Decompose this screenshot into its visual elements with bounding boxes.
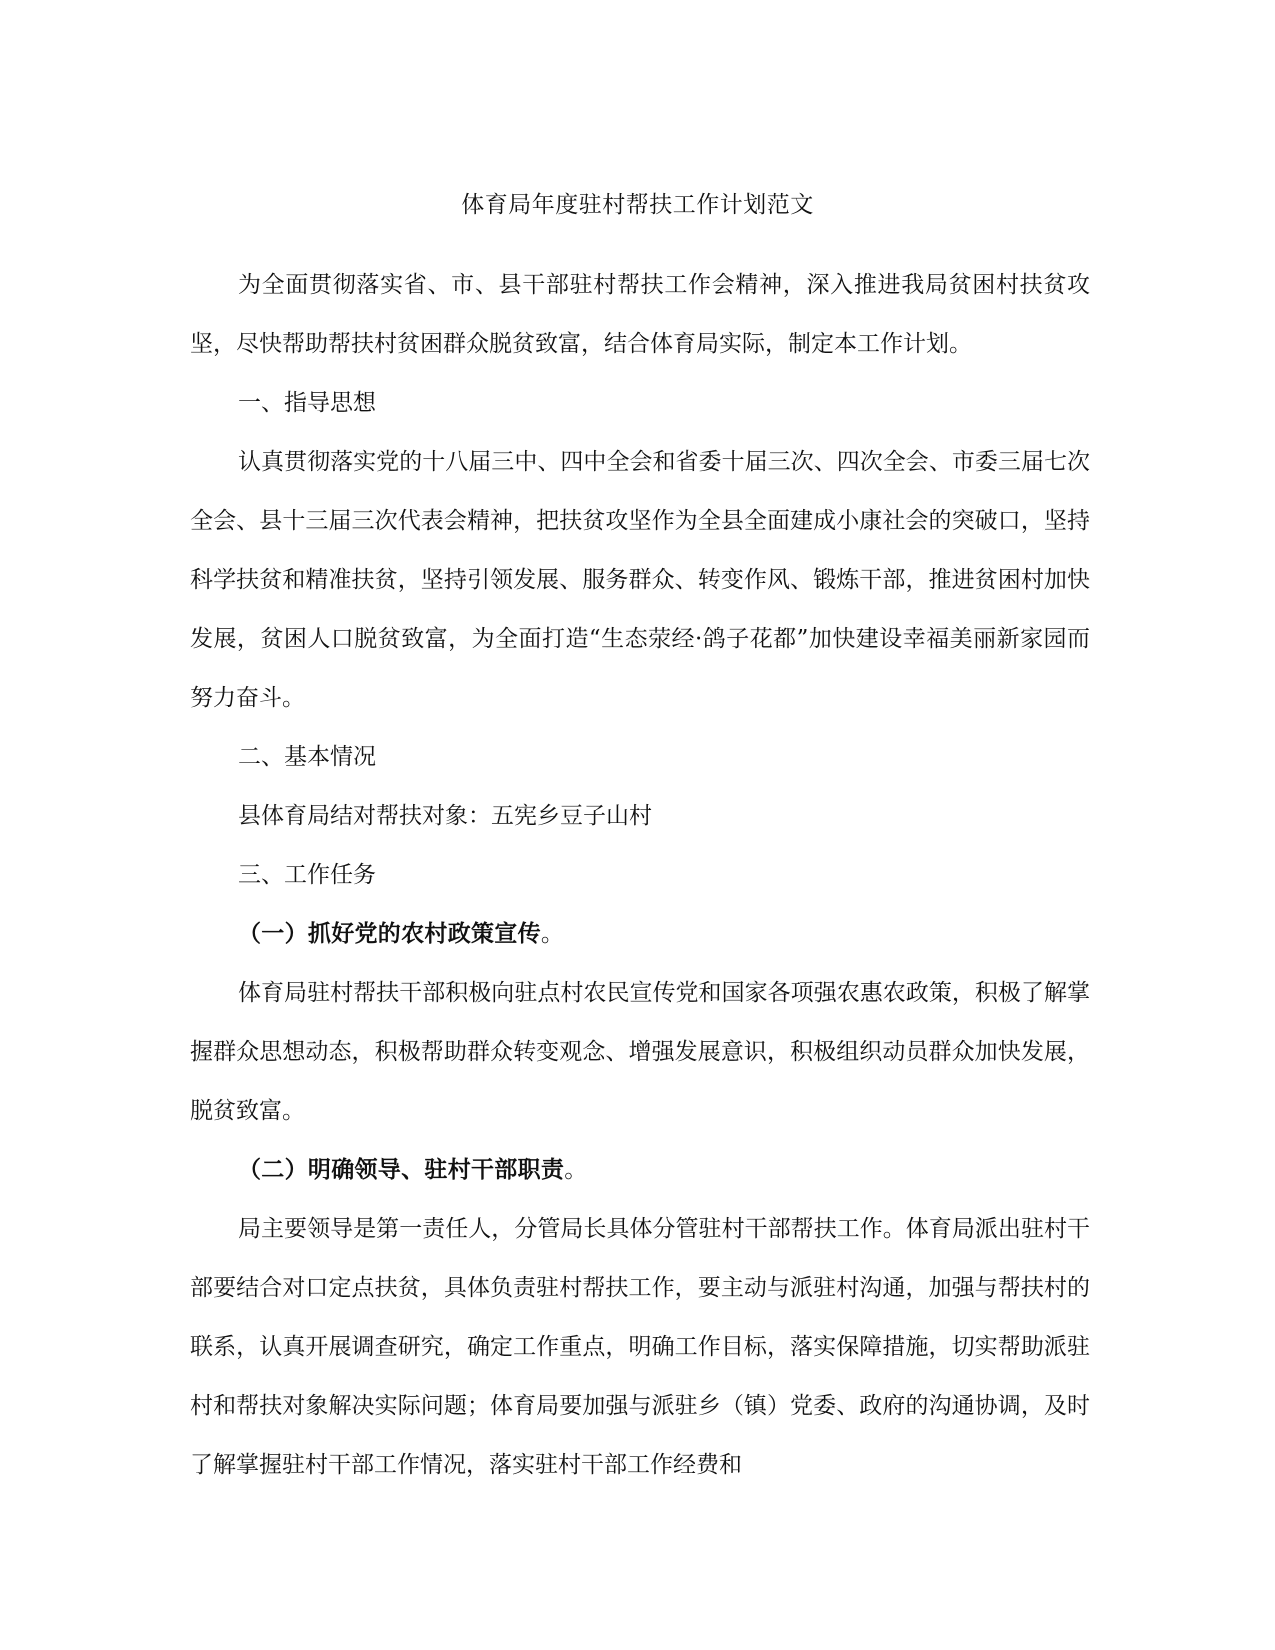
- task-2-heading: [190, 1141, 1090, 1200]
- document-title: 体育局年度驻村帮扶工作计划范文: [461, 192, 814, 218]
- intro-paragraph: 为全面贯彻落实省、市、县干部驻村帮扶工作会精神，深入推进我局贫困村扶贫攻坚，尽快帮助帮扶村贫困群众脱贫致富，结合体育局实际，制定本工作计划。: [190, 272, 1090, 357]
- basic-situation-paragraph: 县体育局结对帮扶对象：五宪乡豆子山村: [238, 803, 652, 829]
- task-2-paragraph: 局主要领导是第一责任人，分管局长具体分管驻村干部帮扶工作。体育局派出驻村干部要结合对口定点扶贫，具体负责驻村帮扶工作，要主动与派驻村沟通，加强与帮扶村的联系，认真开展调查研究，确定工作重点，明确工作目标，落实保障措施，切实帮助派驻村和帮扶对象解决实际问题；体育局要加强与派驻乡（镇）党委、政府的沟通协调，及时了解掌握驻村干部工作情况，落实驻村干部工作经费和: [190, 1216, 1090, 1478]
- section-heading-basic-situation: 二、基本情况: [238, 744, 376, 770]
- section-heading-work-tasks: 三、工作任务: [238, 862, 376, 888]
- guiding-ideology-paragraph: 认真贯彻落实党的十八届三中、四中全会和省委十届三次、四次全会、市委三届七次全会、县十三届三次代表会精神，把扶贫攻坚作为全县全面建成小康社会的突破口，坚持科学扶贫和精准扶贫，坚持引领发展、服务群众、转变作风、锻炼干部，推进贫困村加快发展，贫困人口脱贫致富，为全面打造“生态荥经·鸽子花都”加快建设幸福美丽新家园而努力奋斗。: [190, 449, 1090, 711]
- section-heading-guiding-ideology: 一、指导思想: [238, 390, 376, 416]
- task-1-heading-period: 。: [540, 921, 564, 947]
- task-2-heading-period: 。: [564, 1157, 588, 1183]
- task-1-heading: [190, 905, 1090, 964]
- task-1-heading-text: （一）抓好党的农村政策宣传: [238, 921, 541, 947]
- task-1-paragraph: 体育局驻村帮扶干部积极向驻点村农民宣传党和国家各项强农惠农政策，积极了解掌握群众思想动态，积极帮助群众转变观念、增强发展意识，积极组织动员群众加快发展，脱贫致富。: [190, 980, 1090, 1124]
- document-body: [190, 256, 1090, 1495]
- task-2-heading-text: （二）明确领导、驻村干部职责: [238, 1157, 565, 1183]
